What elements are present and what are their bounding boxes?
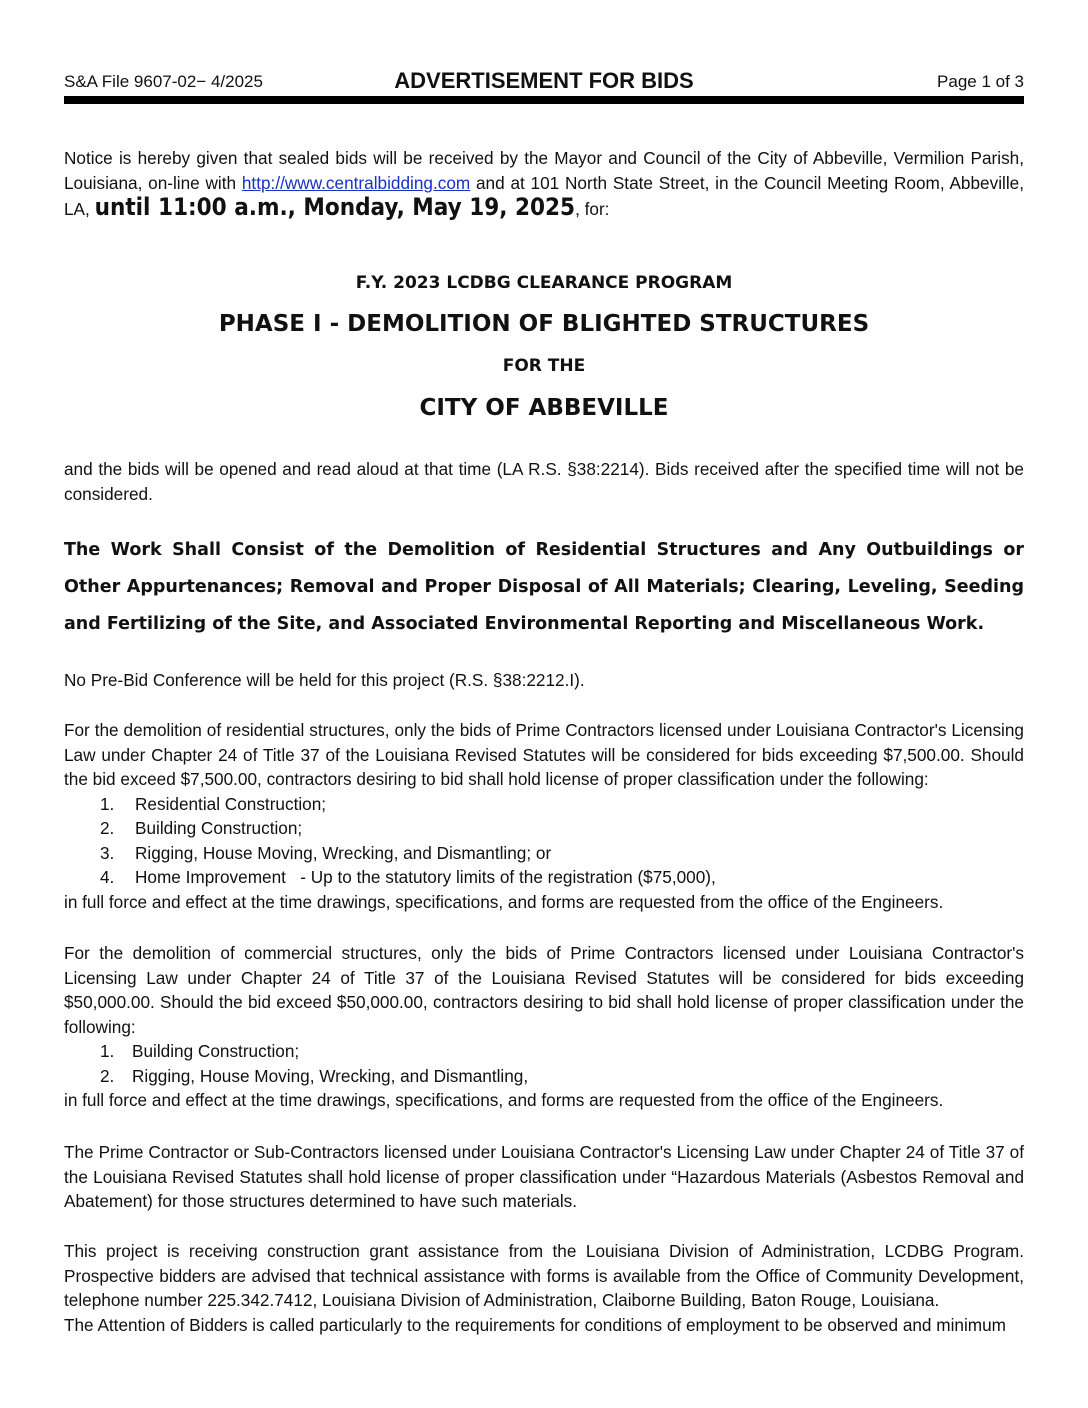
- residential-closing: in full force and effect at the time drawings, specifications, and forms are requested from the office of the Engineers.: [64, 891, 944, 912]
- page-number: Page 1 of 3: [937, 72, 1024, 91]
- page-header: [64, 66, 1024, 98]
- residential-license-list: [64, 792, 1024, 890]
- commercial-paragraph: For the demolition of commercial structures, only the bids of Prime Contractors licensed under Louisiana Contractor's Licensing Law under Chapter 24 of Title 37 of the Louisiana Revised Statutes will be considered for bids exceeding $50,000.00. Should the bid exceed $50,000.00, contractors desiring to bid shall hold license of proper classification under the following:: [64, 943, 1024, 1037]
- list-item: 2. Rigging, House Moving, Wrecking, and Dismantling,: [100, 1065, 529, 1086]
- for-the-heading: FOR THE: [502, 356, 586, 376]
- residential-section: [64, 718, 1024, 914]
- commercial-section: [64, 941, 1024, 1113]
- commercial-license-list: [64, 1039, 1024, 1088]
- prebid-paragraph: No Pre-Bid Conference will be held for this project (R.S. §38:2212.I).: [64, 670, 585, 690]
- list-item: 2. Building Construction;: [100, 818, 303, 838]
- residential-paragraph: For the demolition of residential structures, only the bids of Prime Contractors licensed under Louisiana Contractor's Licensing Law under Chapter 24 of Title 37 of the Louisiana Revised Statutes will be considered for bids exceeding $7,500.00. Should the bid exceed $7,500.00, contractors desiring to bid shall hold license of proper classification under the following:: [64, 720, 1024, 789]
- file-reference: S&A File 9607-02− 4/2025: [64, 72, 263, 91]
- city-heading: CITY OF ABBEVILLE: [419, 395, 669, 421]
- bid-deadline: until 11:00 a.m., Monday, May 19, 2025: [94, 193, 576, 221]
- intro-text-c: , for:: [575, 199, 610, 219]
- program-heading: F.Y. 2023 LCDBG CLEARANCE PROGRAM: [355, 273, 733, 293]
- intro-text-b: and at 101 North State Street, in the Council Meeting Room, Abbeville, LA,: [64, 172, 1024, 219]
- list-item: 3. Rigging, House Moving, Wrecking, and Dismantling; or: [100, 842, 552, 863]
- list-item: 1. Building Construction;: [100, 1041, 300, 1061]
- hazmat-paragraph: The Prime Contractor or Sub-Contractors licensed under Louisiana Contractor's Licensing Law under Chapter 24 of Title 37 of the Louisiana Revised Statutes shall hold license of proper classification under “Hazardous Materials (Asbestos Removal and Abatement) for those structures determined to have such materials.: [64, 1142, 1024, 1211]
- list-item: 4. Home Improvement - Up to the statutory limits of the registration ($75,000),: [100, 867, 716, 887]
- attention-paragraph: The Attention of Bidders is called particularly to the requirements for conditions of employment to be observed and minimum: [64, 1315, 1006, 1335]
- commercial-closing: in full force and effect at the time drawings, specifications, and forms are requested from the office of the Engineers.: [64, 1090, 944, 1110]
- header-rule: [64, 96, 1024, 104]
- list-item: 1. Residential Construction;: [100, 793, 327, 814]
- scope-of-work: The Work Shall Consist of the Demolition of Residential Structures and Any Outbuildings or Other Appurtenances; Removal and Proper Disposal of All Materials; Clearing, Leveling, Seeding and Fertilizing of the Site, and Associated Environmental Reporting and Miscellaneous Work.: [64, 540, 1024, 634]
- grant-paragraph: This project is receiving construction grant assistance from the Louisiana Division of Administration, LCDBG Program. Prospective bidders are advised that technical assistance with forms is available from the Office of Community Development, telephone number 225.342.7412, Louisiana Division of Administration, Claiborne Building, Baton Rouge, Louisiana.: [64, 1241, 1024, 1310]
- opening-paragraph: and the bids will be opened and read aloud at that time (LA R.S. §38:2214). Bids received after the specified time will not be considered.: [64, 459, 1024, 504]
- intro-paragraph: [64, 146, 1024, 222]
- intro-text-a: Notice is hereby given that sealed bids will be received by the Mayor and Council of the City of Abbeville, Vermilion Parish, Louisiana, on-line with: [64, 148, 1024, 193]
- central-bidding-link[interactable]: http://www.centralbidding.com: [241, 172, 471, 193]
- document-title: ADVERTISEMENT FOR BIDS: [394, 68, 694, 93]
- phase-heading: PHASE I - DEMOLITION OF BLIGHTED STRUCTURES: [218, 311, 870, 337]
